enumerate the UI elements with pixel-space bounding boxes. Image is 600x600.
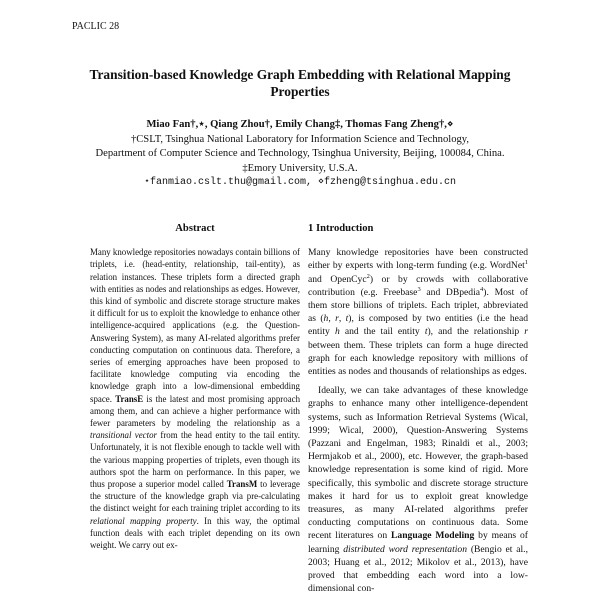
intro-paragraph-1: Many knowledge repositories have been constructed either by experts with long-term funding (e.g. WordNet$^1$ and OpenCyc$^2$) or by crowds with collaborative contribution (e.g. Freebase$^3$ and DBpedia$^4$). Most of them store billions of triplets. Each triplet, abbreviated as (h, r, t), is composed by two entities (i.e the head entity h and the tail entity t), and the relationship r between them. These triplets can form a huge directed graph for each knowledge repository with millions of entities as nodes and thousands of relationships as edges. xyxy=(308,247,528,378)
running-header: PACLIC 28 xyxy=(72,21,120,32)
footnote-marker: 3 xyxy=(417,285,421,293)
introduction-heading: 1 Introduction xyxy=(308,223,374,234)
footnote-marker: 1 xyxy=(524,259,528,267)
author-emails: ⋆fanmiao.cslt.thu@gmail.com, ⋄fzheng@tsinghua.edu.cn xyxy=(143,177,457,189)
author-names: Miao Fan†,⋆, Qiang Zhou†, Emily Chang‡, Thomas Fang Zheng†,⋄ xyxy=(146,119,454,130)
footnote-marker: 2 xyxy=(366,272,370,280)
paper-title: Transition-based Knowledge Graph Embedding with Relational Mapping Properties xyxy=(89,67,511,99)
abstract-heading: Abstract xyxy=(175,223,215,234)
abstract-text: Many knowledge repositories nowadays contain billions of triplets, i.e. (head-entity, relationship, tail-entity), as relation instances. These triplets form a directed graph with entities as nodes and relationships as edges. However, this kind of symbolic and discrete storage structure makes it difficult for us to exploit the knowledge to enhance other intelligence-acquired applications (e.g. the Question-Answering System), as many AI-related algorithms prefer conducting computation on continuous data. Therefore, a series of emerging approaches have been proposed to facilitate knowledge computing via encoding the knowledge graph into a low-dimensional embedding space. TransE is the latest and most promising approach among them, and can achieve a higher performance with fewer parameters by modeling the relationship as a transitional vector from the head entity to the tail entity. Unfortunately, it is not flexible enough to tackle well with the various mapping properties of triplets, even though its authors spot the harm on performance. In this paper, we thus propose a superior model called TransM to leverage the structure of the knowledge graph via pre-calculating the distinct weight for each training triplet according to its relational mapping property. In this way, the optimal function deals with each triplet depending on its own weight. We carry out ex- xyxy=(90,247,301,551)
footnote-marker: 4 xyxy=(480,285,484,293)
abstract-column xyxy=(90,222,300,551)
affiliation-line-2: Department of Computer Science and Technology, Tsinghua University, Beijing, 100084, China. xyxy=(95,148,505,160)
intro-paragraph-2: Ideally, we can take advantages of these knowledge graphs to enhance many other intelligence-dependent systems, such as Information Retrieval Systems (Wical, 1999; Wical, 2000), Question-Answering Systems (Pazzani and Engelman, 1983; Rinaldi et al., 2003; Hermjakob et al., 2000), etc. However, the graph-based knowledge representation is some kind of rigid. More specifically, this symbolic and discrete storage structure makes it hard for us to exploit great knowledge treasures, as many AI-related algorithms prefer conducting computations on continuous data. Some recent literatures on Language Modeling by means of learning distributed word representation (Bengio et al., 2003; Huang et al., 2012; Mikolov et al., 2013), have proved that embedding each word into a low-dimensional con- xyxy=(308,385,528,595)
introduction-column xyxy=(308,222,528,595)
author-block xyxy=(40,118,560,191)
affiliation-line-3: ‡Emory University, U.S.A. xyxy=(242,162,358,174)
affiliation-line-1: †CSLT, Tsinghua National Laboratory for Information Science and Technology, xyxy=(130,133,470,145)
